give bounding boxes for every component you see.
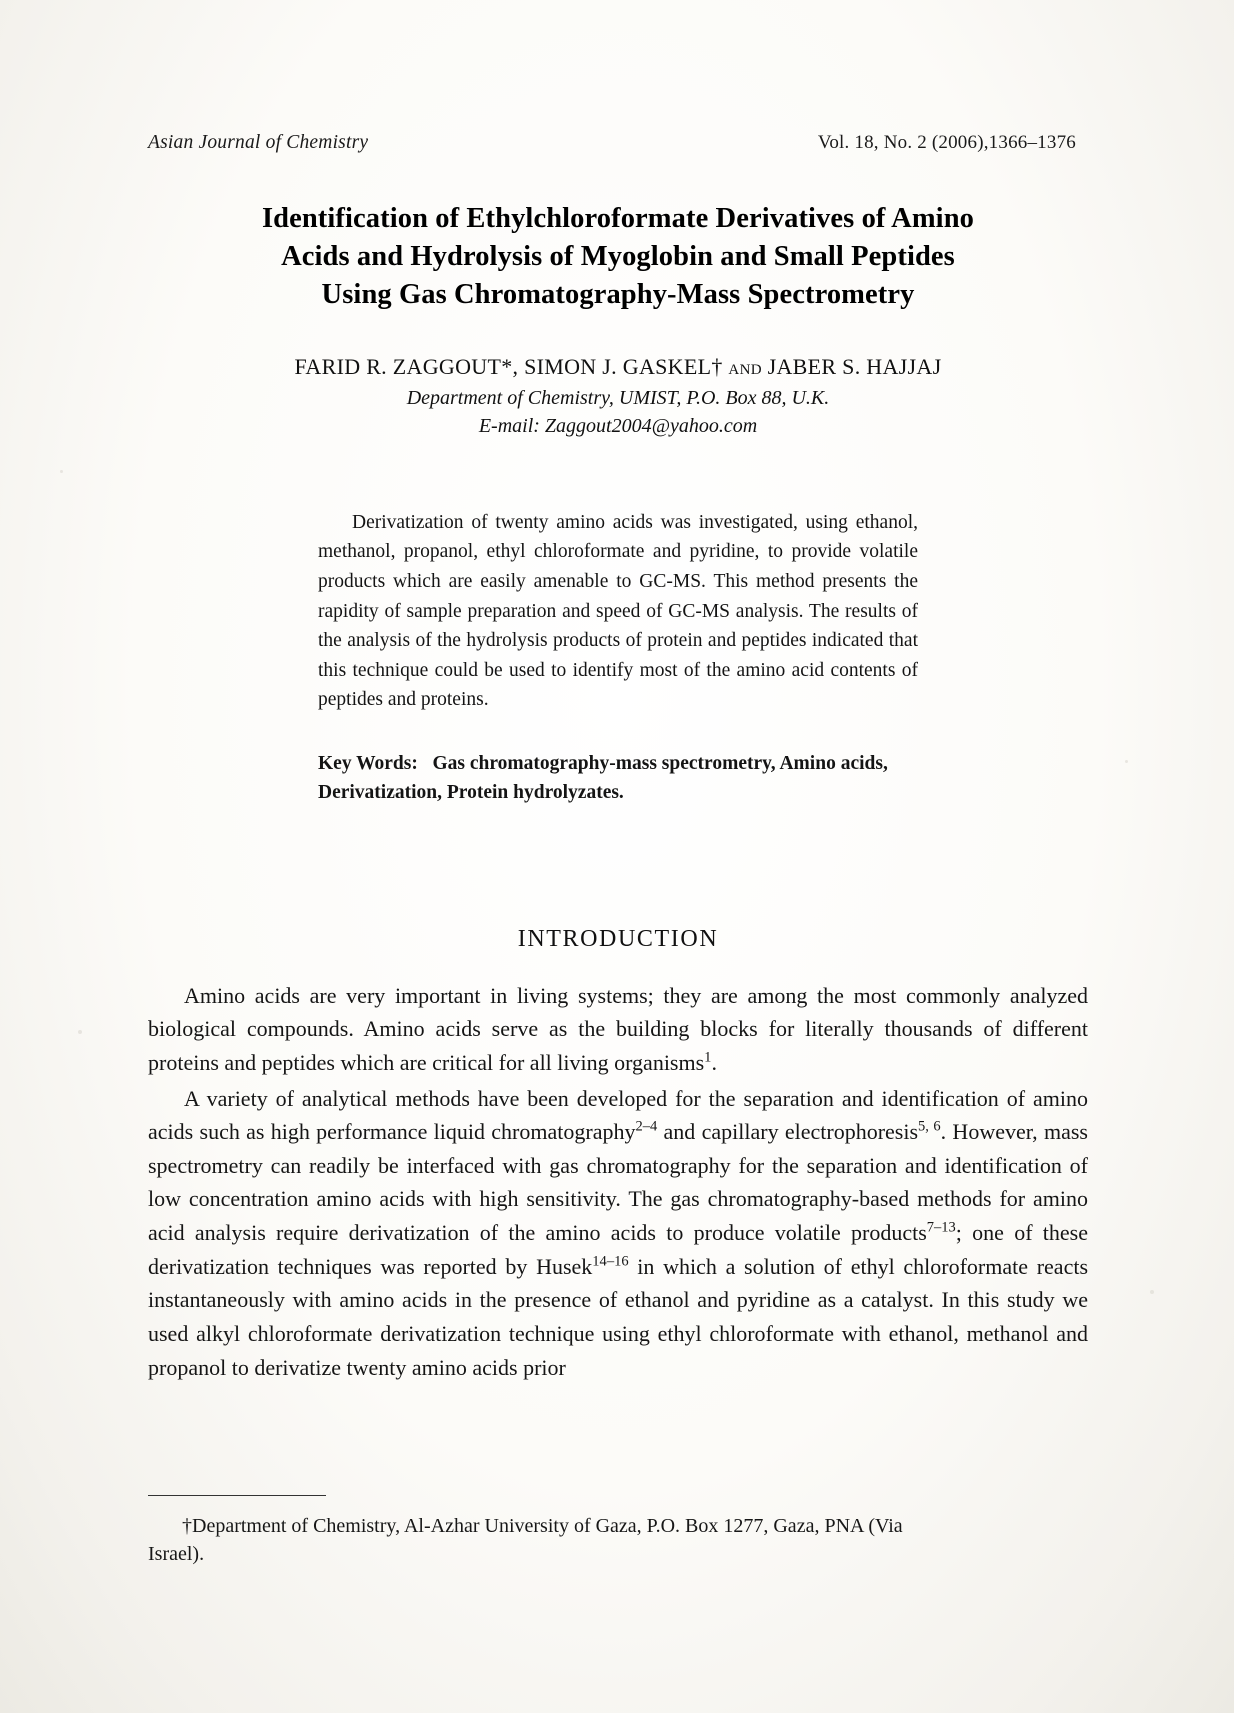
scan-speckle [1125,760,1128,763]
affiliation: Department of Chemistry, UMIST, P.O. Box 88, U.K. [406,386,830,409]
paragraph-2-a: A variety of analytical methods have been developed for the separation and identification of amino acids such as high performance liquid chromatography [148,1085,1088,1145]
keywords [318,749,918,808]
page-title [148,200,1088,314]
scan-speckle [78,1030,82,1034]
paragraph-1-tail: . [711,1049,717,1075]
ref-superscript-2: 2–4 [635,1118,658,1135]
footnote-continuation: Israel). [148,1543,205,1565]
keywords-value: Gas chromatography-mass spectrometry, Amino acids, Derivatization, Protein hydrolyzates. [318,753,888,804]
abstract [318,508,918,715]
ref-superscript-1: 1 [704,1049,712,1066]
abstract-text: Derivatization of twenty amino acids was investigated, using ethanol, methanol, propanol, ethyl chloroformate and pyridine, to provide volatile products which are easily amenable to GC-MS. This method presents the rapidity of sample preparation and speed of GC-MS analysis. The results of the analysis of the hydrolysis products of protein and peptides indicated that this technique could be used to identify most of the amino acid contents of peptides and proteins. [318,511,918,711]
paragraph-1-text: Amino acids are very important in living systems; they are among the most commonly analyzed biological compounds. Amino acids serve as the building blocks for literally thousands of different proteins and peptides which are critical for all living organisms [148,982,1088,1075]
paragraph-2-d: ; one of these derivatization techniques was reported by Husek [148,1220,1088,1279]
title-line-3: Using Gas Chromatography-Mass Spectrometry [321,278,915,310]
author-list: FARID R. ZAGGOUT*, SIMON J. GASKEL† and JABER S. HAJJAJ [294,353,942,379]
footnote-text: †Department of Chemistry, Al-Azhar University of Gaza, P.O. Box 1277, Gaza, PNA (Via [182,1515,903,1537]
keywords-label: Key Words: [318,753,418,775]
section-heading-introduction: INTRODUCTION [517,925,719,952]
issue-info: Vol. 18, No. 2 (2006),1366–1376 [817,132,1076,153]
footnote-divider [148,1495,326,1496]
scan-speckle [60,470,63,473]
introduction-body [148,979,1088,1385]
email-address: E-mail: Zaggout2004@yahoo.com [478,414,758,437]
ref-superscript-5: 14–16 [592,1253,629,1270]
ref-superscript-4: 7–13 [926,1219,956,1236]
running-head [148,132,1088,154]
scan-speckle [1150,1290,1154,1294]
paragraph-1 [148,979,1088,1080]
article-content [148,132,1088,1386]
title-line-2: Acids and Hydrolysis of Myoglobin and Small Peptides [281,240,955,272]
ref-superscript-3: 5, 6 [918,1118,941,1135]
title-line-1: Identification of Ethylchloroformate Derivatives of Amino [261,203,975,234]
paragraph-2-c: . However, mass spectrometry can readily be interfaced with gas chromatography for the separation and identification of low concentration amino acids with high sensitivity. The gas chromatography-based methods for amino acid analysis require derivatization of the amino acids to produce volatile products [148,1119,1088,1246]
journal-name: Asian Journal of Chemistry [148,132,369,153]
paragraph-2 [148,1082,1088,1385]
paragraph-2-b: and capillary electrophoresis [657,1119,919,1145]
footnote [148,1512,1088,1568]
paragraph-2-e: in which a solution of ethyl chloroformate reacts instantaneously with amino acids in the presence of ethanol and pyridine as a catalyst. In this study we used alkyl chloroformate derivatization technique using ethyl chloroformate with ethanol, methanol and propanol to derivatize twenty amino acids prior [148,1253,1089,1380]
